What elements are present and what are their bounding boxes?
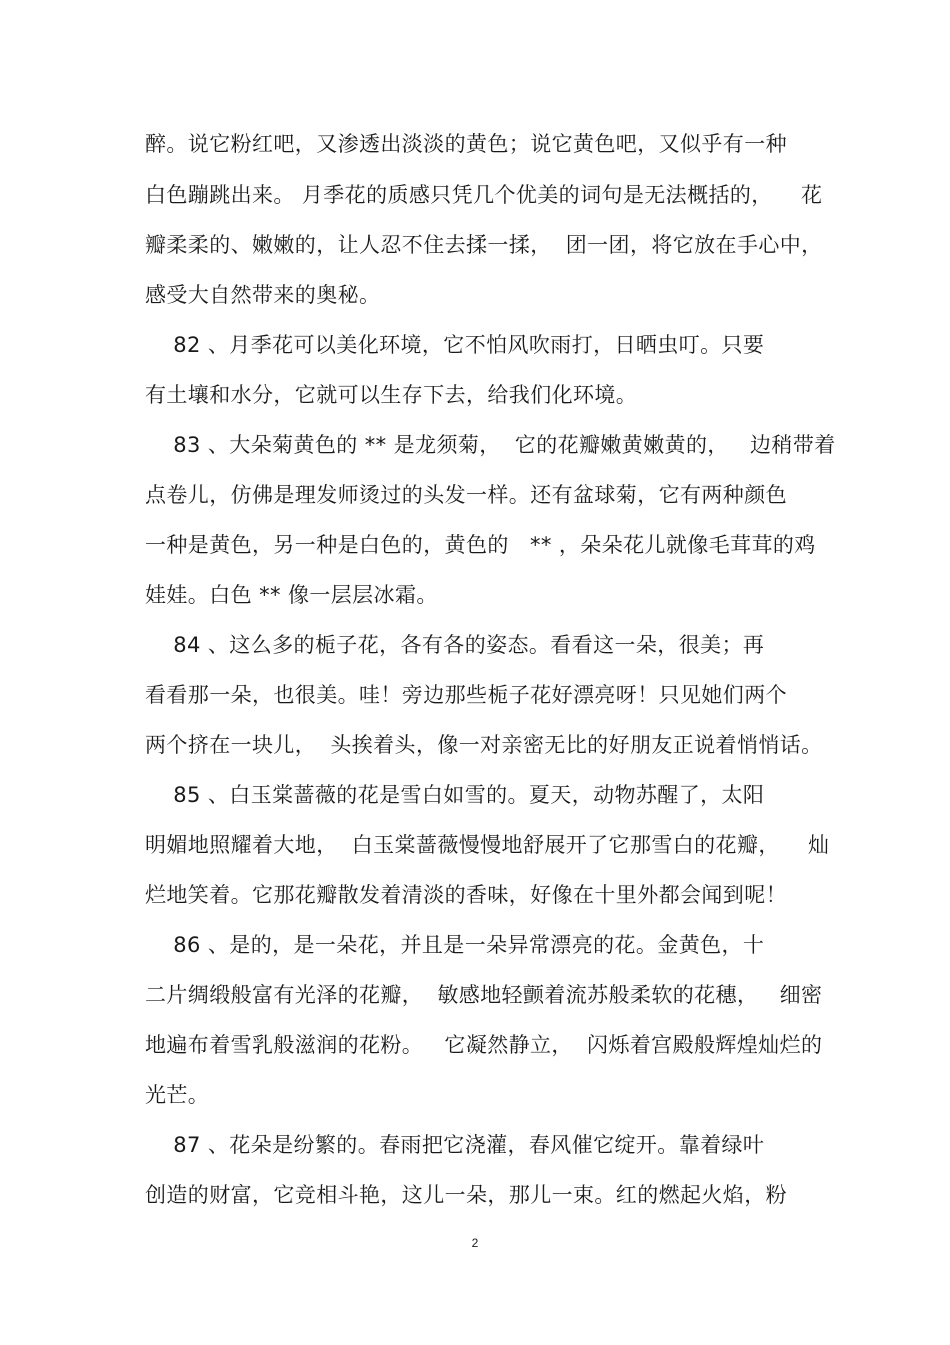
text-line: 85 、白玉棠蔷薇的花是雪白如雪的。夏天，动物苏醒了，太阳 xyxy=(145,783,765,807)
text-line: 看看那一朵，也很美。哇！旁边那些栀子花好漂亮呀！只见她们两个 xyxy=(145,683,787,707)
text-line: 感受大自然带来的奥秘。 xyxy=(145,283,381,307)
text-line: 两个挤在一块儿， 头挨着头，像一对亲密无比的好朋友正说着悄悄话。 xyxy=(145,733,823,757)
text-line: 光芒。 xyxy=(145,1083,210,1107)
text-line: 瓣柔柔的、嫩嫩的，让人忍不住去揉一揉， 团一团，将它放在手心中， xyxy=(145,233,823,257)
text-line: 83 、大朵菊黄色的 ** 是龙须菊， 它的花瓣嫩黄嫩黄的， 边稍带着 xyxy=(145,433,836,457)
text-line: 白色蹦跳出来。 月季花的质感只凭几个优美的词句是无法概括的， 花 xyxy=(145,183,823,207)
text-line: 有土壤和水分，它就可以生存下去，给我们化环境。 xyxy=(145,383,638,407)
text-line: 地遍布着雪乳般滋润的花粉。 它凝然静立， 闪烁着宫殿般辉煌灿烂的 xyxy=(145,1033,823,1057)
page-number: 2 xyxy=(471,1236,479,1250)
text-line: 84 、这么多的栀子花，各有各的姿态。看看这一朵，很美；再 xyxy=(145,633,765,657)
text-line: 创造的财富，它竞相斗艳，这儿一朵，那儿一束。红的燃起火焰，粉 xyxy=(145,1183,787,1207)
text-line: 烂地笑着。它那花瓣散发着清淡的香味，好像在十里外都会闻到呢！ xyxy=(145,883,787,907)
text-line: 一种是黄色，另一种是白色的，黄色的 ** ，朵朵花儿就像毛茸茸的鸡 xyxy=(145,533,816,557)
text-line: 86 、是的，是一朵花，并且是一朵异常漂亮的花。金黄色，十 xyxy=(145,933,765,957)
text-line: 87 、花朵是纷繁的。春雨把它浇灌，春风催它绽开。靠着绿叶 xyxy=(145,1133,765,1157)
text-line: 醉。说它粉红吧，又渗透出淡淡的黄色；说它黄色吧，又似乎有一种 xyxy=(145,132,787,156)
text-line: 娃娃。白色 ** 像一层层冰霜。 xyxy=(145,583,438,607)
text-line: 82 、月季花可以美化环境，它不怕风吹雨打，日晒虫叮。只要 xyxy=(145,333,765,357)
text-line: 点卷儿，仿佛是理发师烫过的头发一样。还有盆球菊，它有两种颜色 xyxy=(145,483,787,507)
text-line: 二片绸缎般富有光泽的花瓣， 敏感地轻颤着流苏般柔软的花穗， 细密 xyxy=(145,983,823,1007)
text-line: 明媚地照耀着大地， 白玉棠蔷薇慢慢地舒展开了它那雪白的花瓣， 灿 xyxy=(145,833,830,857)
